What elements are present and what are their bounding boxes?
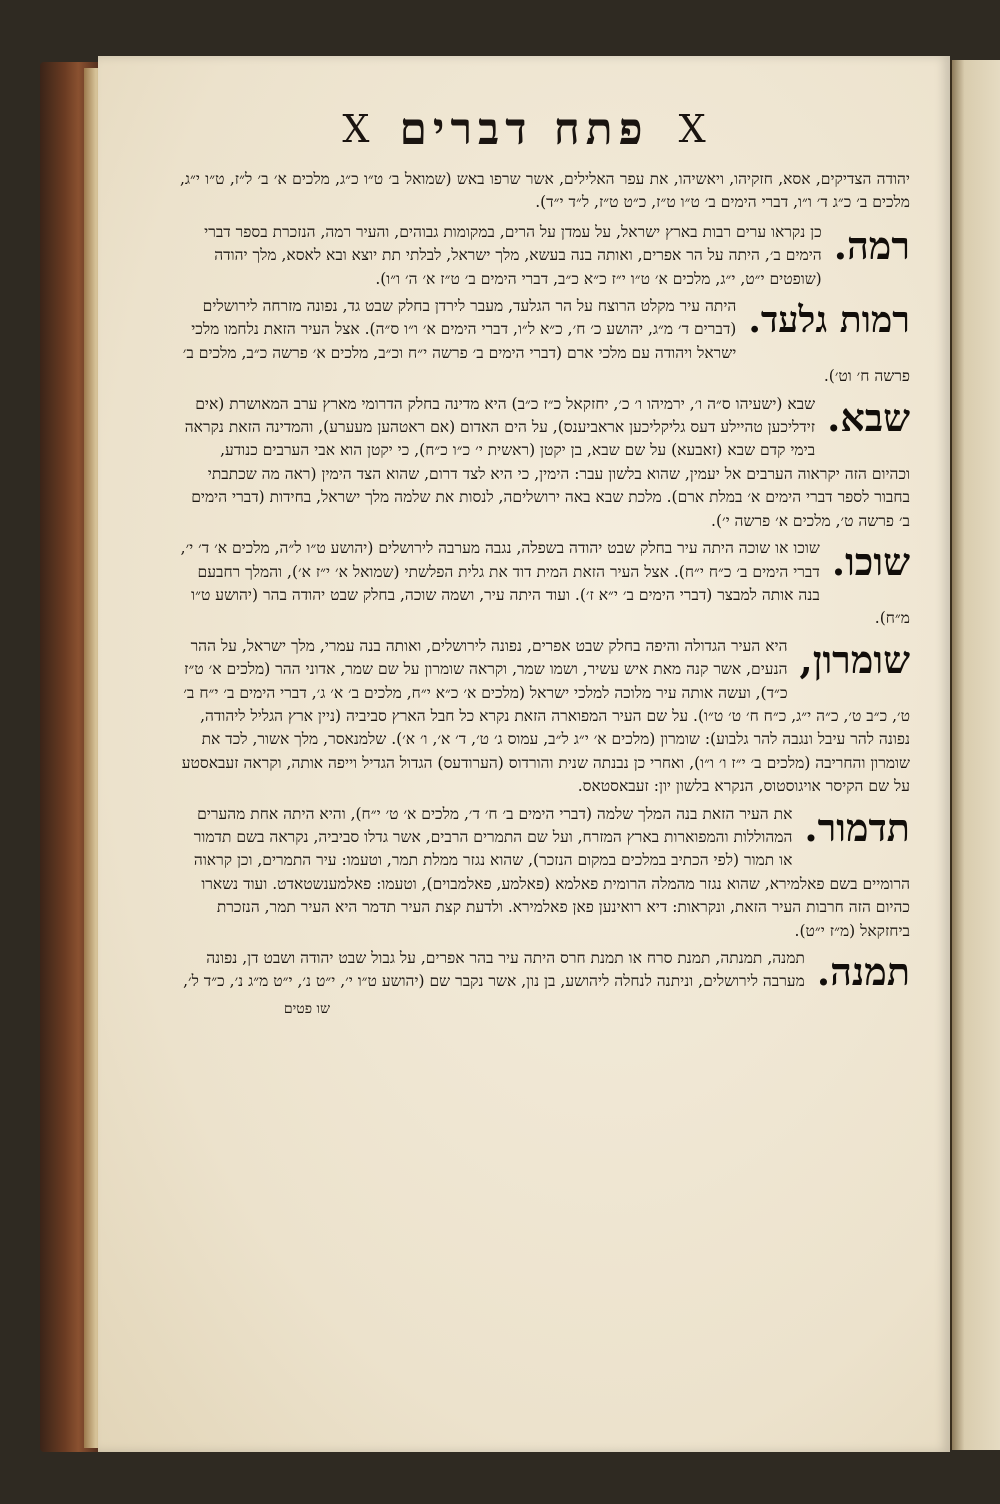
entry-timna (180, 947, 910, 995)
entry-head: תדמור. (804, 804, 910, 850)
header-ornament-right: X (678, 107, 706, 151)
entry-sokho (180, 537, 910, 631)
catchword: שו פטים (283, 1001, 330, 1017)
facing-page-edge (950, 60, 1000, 1450)
entry-head: שבא. (827, 394, 910, 440)
entry-head: שוכו. (831, 539, 910, 585)
entry-text: היתה עיר מקלט הרוצח על הר הגלעד, מעבר לירדן בחלק שבט גד, נפונה מזרחה לירושלים (דברים ד׳ מ״ג, יהושע כ׳ ח׳, כ״א ל״ו, דברי הימים א׳ ו״ו ס״ה). אצל העיר הזאת נלחמו מלכי ישראל ויהודה עם מלכי ארם (דברי הימים ב׳ פרשה י״ח וכ״ב, מלכים א׳ פרשה כ״ב, מלכים ב׳ פרשה ח׳ וט׳). (182, 297, 910, 386)
entry-head: תמנה. (816, 949, 910, 994)
entry-text: היא העיר הגדולה והיפה בחלק שבט אפרים, נפונה לירושלים, ואותה בנה עמרי, מלך ישראל, על ההר הנעים, אשר קנה מאת איש עשיר, ושמו שמר, וקראה שומרון על שם שמר, אדוני ההר (מלכים א׳ ט״ז כ״ד), ועשה אותה עיר מלוכה למלכי ישראל (מלכים א׳ כ״א י״ח, מלכים ב׳ א׳ ג׳, דברי הימים ב׳ י״ח ב׳ ט׳, כ״ב ט׳, כ״ה י״ג, כ״ח ח׳ ט׳ ט״ו). על שם העיר המפוארה הזאת נקרא כל חבל הארץ סביביה (ניין ארץ הגליל ליהודה, נפונה להר עיבל ונגבה להר גלבוע): שומרון (מלכים א׳ י״ג ל״ב, עמוס ג׳ ט׳, ד׳ א׳, ו׳ א׳). שלמנאסר, מלך אשור, לכד את שומרון והחריבה (מלכים ב׳ י״ז ו׳ ו״ו), ואחרי כן נבנתה שנית והורדוס (הערודעס) הגדול הגדיל וייפה אותה, וקראה זעבאסטע על שם הקיסר אויגוסטוס, הנקרא בלשון יון: זעבאסטאס. (181, 636, 910, 796)
entry-head: שומרון, (799, 636, 910, 682)
entry-text: שוכו או שוכה היתה עיר בחלק שבט יהודה בשפלה, נגבה מערבה לירושלים (יהושע ט״ו ל״ה, מלכים א׳ ד׳ י׳, דברי הימים ב׳ כ״ח י״ח). אצל העיר הזאת המית דוד את גלית הפלשתי (שמואל א׳ י״ז א׳), והמלך רחבעם בנה אותה למבצר (דברי הימים ב׳ י״א ז׳). ועוד היתה עיר, ושמה שוכה, בחלק שבט יהודה בהר (יהושע ט״ו מ״ח). (180, 539, 910, 628)
entry-rama (180, 221, 910, 291)
entry-text: את העיר הזאת בנה המלך שלמה (דברי הימים ב׳ ח׳ ד׳, מלכים א׳ ט׳ י״ח), והיא היתה אחת מהערים המהוללות והמפוארות בארץ המזרח, ועל שם התמרים הרבים, אשר גדלו סביביה, נקראה בשם תדמור או תמור (לפי הכתיב במלכים במקום הנזכר), שהוא נגזר ממלת תמר, וטעמו: עיר התמרים, וכן קראוה הרומיים בשם פאלמירא, שהוא נגזר מהמלה הרומית פאלמא (פאלמע, פאלמבוים), וטעמו: פאלמענשטאדט. ועוד נשארו כהיום הזה חרבות העיר הזאת, ונקראות: דיא רואינען פאן פאלמירא. ולדעת קצת העיר תדמר היא העיר תמר, הנזכרת ביחזקאל (מ״ז י״ט). (193, 804, 910, 940)
entry-ramot-gilad (180, 295, 910, 389)
entry-head: רמות גלעד. (748, 299, 910, 342)
entry-head: רמה. (833, 222, 910, 268)
book-page (98, 56, 950, 1452)
page-content (180, 168, 910, 1412)
entry-shomron (180, 635, 910, 799)
entry-sheva (180, 393, 910, 533)
intro-paragraph: יהודה הצדיקים, אסא, חזקיהו, ויאשיהו, את עפר האלילים, אשר שרפו באש (שמואל ב׳ ט״ו כ״ג, מלכים א׳ ב׳ ל״ז, ט״ו י״ג, מלכים ב׳ כ״ג ד׳ ו״ו, דברי הימים ב׳ ט״ו ט״ז, כ״ט ט״ז, ל״ד י״ד). (180, 170, 910, 212)
entry-text: תמנה, תמנתה, תמנת סרח או תמנת חרס היתה עיר בהר אפרים, על גבול שבט יהודה ושבט דן, נפונה מערבה לירושלים, וניתנה לנחלה ליהושע, בן נון, אשר נקבר שם (יהושע ט״ו י׳, י״ט נ׳, י״ט מ״ג נ׳, כ״ד ל׳, (183, 949, 805, 991)
entry-text: שבא (ישעיהו ס״ה ו׳, ירמיהו ו׳ כ׳, יחזקאל כ״ז כ״ב) היא מדינה בחלק הדרומי מארץ ערב המאושרת (אים זידליכען טהיילע דעס גליקליכען אראביענס), על הים האדום (אם ראטהען מעערע), והמדינה הזאת נקראה בימי קדם שבא (זאבעא) על שם שבא, בן יקטן (ראשית י׳ כ״ו כ״ח), כי יקטן הוא אבי הערבים כנודע, וכהיום הזה יקראוה הערבים אל יעמין, שהוא בלשון עבר: הימין, כי היא לצד דרום, שהוא הצד הימין (ראה מה שכתבתי בחבור לספר דברי הימים א׳ במלת ארם). מלכת שבא באה ירושליםה, לנסות את שלמה מלך ישראל, בחידות (דברי הימים ב׳ פרשה ט׳, מלכים א׳ פרשה י׳). (184, 394, 910, 530)
page-header (98, 94, 950, 164)
entry-tadmor (180, 803, 910, 943)
header-ornament-left: X (342, 107, 370, 151)
entry-text: כן נקראו ערים רבות בארץ ישראל, על עמדן על הרים, במקומות גבוהים, והעיר רמה, הנזכרת בספר דברי הימים ב׳, היתה על הר אפרים, ואותה בנה בעשא, מלך ישראל, לבלתי תת יוצא ובא לאסא, מלך יהודה (שופטים י״ט, י״ג, מלכים א׳ ט״ו י״ז כ״א כ״ב, דברי הימים ב׳ ט״ז א׳ ה׳ ו״ו). (204, 222, 822, 288)
page-title: פתח דברים (399, 103, 649, 155)
